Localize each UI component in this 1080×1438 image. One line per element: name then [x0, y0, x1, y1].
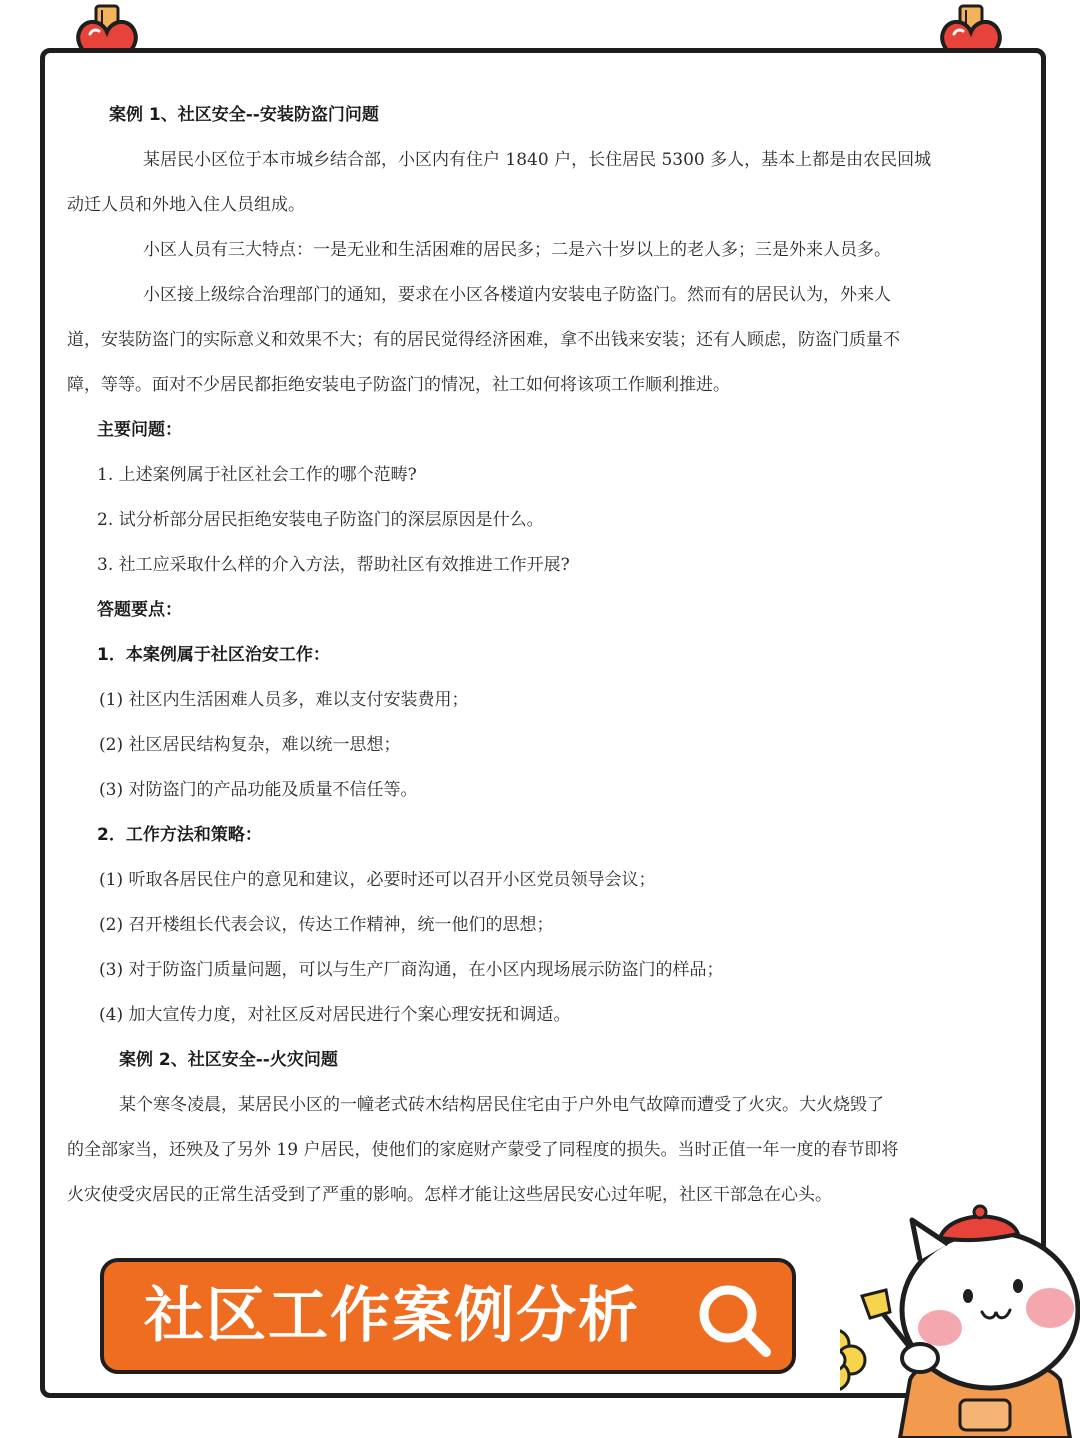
- case1-paragraph1-line1: 某居民小区位于本市城乡结合部，小区内有住户 1840 户，长住居民 5300 多人，基本上都是由农民回城: [143, 150, 932, 170]
- case2-line3: 火灾使受灾居民的正常生活受到了严重的影响。怎样才能让这些居民安心过年呢，社区干部急在心头。: [67, 1185, 832, 1205]
- search-icon[interactable]: [694, 1280, 774, 1360]
- answer2-item: (4) 加大宣传力度，对社区反对居民进行个案心理安抚和调适。: [99, 1005, 571, 1025]
- case1-paragraph2: 小区人员有三大特点：一是无业和生活困难的居民多；二是六十岁以上的老人多；三是外来人员多。: [143, 240, 891, 260]
- case2-title: 案例 2、社区安全--火灾问题: [119, 1050, 338, 1070]
- question-item: 2. 试分析部分居民拒绝安装电子防盗门的深层原因是什么。: [97, 510, 544, 530]
- document-frame: [40, 48, 1046, 1398]
- answer-heading: 答题要点：: [97, 600, 182, 620]
- question-item: 1. 上述案例属于社区社会工作的哪个范畴?: [97, 465, 417, 485]
- answer1-item: (3) 对防盗门的产品功能及质量不信任等。: [99, 780, 418, 800]
- case1-paragraph3-line3: 障，等等。面对不少居民都拒绝安装电子防盗门的情况，社工如何将该项工作顺利推进。: [67, 375, 730, 395]
- answer2-item: (1) 听取各居民住户的意见和建议，必要时还可以召开小区党员领导会议；: [99, 870, 656, 890]
- case2-line2: 的全部家当，还殃及了另外 19 户居民，使他们的家庭财产蒙受了同程度的损失。当时正值一年一度的春节即将: [67, 1140, 899, 1160]
- answer2-item: (3) 对于防盗门质量问题，可以与生产厂商沟通，在小区内现场展示防盗门的样品；: [99, 960, 724, 980]
- case1-paragraph3-line1: 小区接上级综合治理部门的通知，要求在小区各楼道内安装电子防盗门。然而有的居民认为，外来人: [143, 285, 891, 305]
- question-item: 3. 社工应采取什么样的介入方法，帮助社区有效推进工作开展?: [97, 555, 570, 575]
- answer1-heading: 1．本案例属于社区治安工作：: [97, 645, 330, 665]
- answer2-item: (2) 召开楼组长代表会议，传达工作精神，统一他们的思想；: [99, 915, 554, 935]
- title-banner: [100, 1258, 796, 1374]
- main-questions-heading: 主要问题：: [97, 420, 182, 440]
- answer1-item: (1) 社区内生活困难人员多，难以支付安装费用；: [99, 690, 469, 710]
- banner-title: 社区工作案例分析: [144, 1281, 640, 1351]
- answer1-item: (2) 社区居民结构复杂，难以统一思想；: [99, 735, 401, 755]
- case1-paragraph1-line2: 动迁人员和外地入住人员组成。: [67, 195, 305, 215]
- case2-line1: 某个寒冬凌晨，某居民小区的一幢老式砖木结构居民住宅由于户外电气故障而遭受了火灾。大火烧毁了: [119, 1095, 884, 1115]
- cat-mascot-icon: [840, 1200, 1080, 1438]
- case1-paragraph3-line2: 道，安装防盗门的实际意义和效果不大；有的居民觉得经济困难，拿不出钱来安装；还有人顾虑，防盗门质量不: [67, 330, 900, 350]
- answer2-heading: 2．工作方法和策略：: [97, 825, 262, 845]
- case1-title: 案例 1、社区安全--安装防盗门问题: [109, 105, 379, 125]
